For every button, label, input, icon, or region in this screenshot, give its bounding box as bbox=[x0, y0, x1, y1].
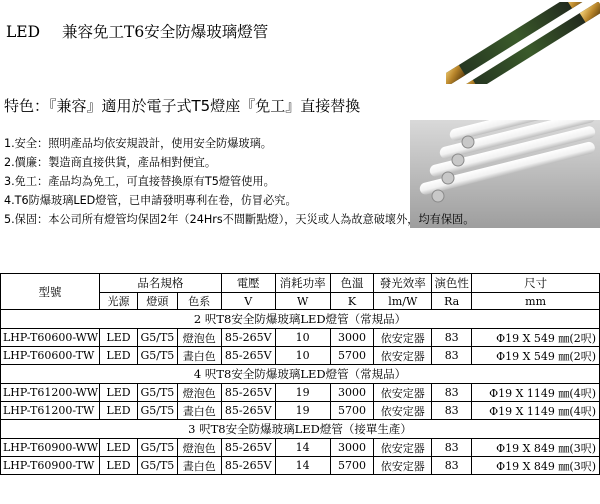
header-voltage-unit: V bbox=[221, 293, 275, 310]
cell-efficacy: 依安定器 bbox=[374, 329, 432, 347]
cell-source: LED bbox=[100, 439, 138, 457]
cell-model: LHP-T60600-WW bbox=[1, 329, 100, 347]
cell-dim: Φ19 X 1149 ㎜(4呎) bbox=[472, 402, 600, 420]
page-title bbox=[6, 20, 268, 42]
cell-model: LHP-T61200-TW bbox=[1, 402, 100, 420]
cell-color: 晝白色 bbox=[177, 457, 221, 475]
feature-item-safety: 1.安全：照明產品均依安規設計，使用安全防爆玻璃。 bbox=[4, 137, 272, 150]
cell-cri: 83 bbox=[432, 402, 472, 420]
table-row bbox=[1, 347, 600, 365]
header-color-temp-unit: K bbox=[330, 293, 374, 310]
cell-source: LED bbox=[100, 402, 138, 420]
cell-voltage: 85-265V bbox=[221, 347, 275, 365]
section-row bbox=[1, 310, 600, 329]
header-power: 消耗功率 bbox=[275, 274, 330, 293]
cell-base: G5/T5 bbox=[137, 439, 177, 457]
cell-voltage: 85-265V bbox=[221, 384, 275, 402]
cell-base: G5/T5 bbox=[137, 329, 177, 347]
cell-power: 14 bbox=[275, 457, 330, 475]
table-row bbox=[1, 329, 600, 347]
header-cri-unit: Ra bbox=[432, 293, 472, 310]
cell-efficacy: 依安定器 bbox=[374, 347, 432, 365]
cell-source: LED bbox=[100, 329, 138, 347]
header-cri: 演色性 bbox=[432, 274, 472, 293]
table-row bbox=[1, 384, 600, 402]
cell-base: G5/T5 bbox=[137, 347, 177, 365]
feature-heading: 特色：『兼容』適用於電子式T5燈座『免工』直接替換 bbox=[4, 97, 361, 115]
feature-list bbox=[4, 134, 475, 226]
header-color-type: 色系 bbox=[177, 293, 221, 310]
cell-color: 燈泡色 bbox=[177, 384, 221, 402]
product-photo-tubes-box bbox=[446, 2, 600, 84]
cell-power: 14 bbox=[275, 439, 330, 457]
cell-power: 19 bbox=[275, 402, 330, 420]
section-title: 4 呎T8安全防爆玻璃LED燈管（常規品） bbox=[1, 365, 600, 384]
header-voltage: 電壓 bbox=[221, 274, 275, 293]
cell-power: 19 bbox=[275, 384, 330, 402]
header-name-spec: 品名規格 bbox=[100, 274, 222, 293]
table-row bbox=[1, 402, 600, 420]
cell-dim: Φ19 X 849 ㎜(3呎) bbox=[472, 457, 600, 475]
cell-power: 10 bbox=[275, 329, 330, 347]
cell-cri: 83 bbox=[432, 384, 472, 402]
cell-cri: 83 bbox=[432, 347, 472, 365]
feature-item-patent: 4.T6防爆玻璃LED燈管，已申請發明專利在卷，仿冒必究。 bbox=[4, 194, 297, 207]
cell-cri: 83 bbox=[432, 439, 472, 457]
cell-voltage: 85-265V bbox=[221, 439, 275, 457]
cell-efficacy: 依安定器 bbox=[374, 384, 432, 402]
cell-temp: 5700 bbox=[330, 457, 374, 475]
cell-cri: 83 bbox=[432, 329, 472, 347]
feature-item-warranty: 5.保固：本公司所有燈管均保固2年（24Hrs不間斷點燈），天災或人為故意破壞外，均有保固。 bbox=[4, 213, 475, 226]
cell-source: LED bbox=[100, 457, 138, 475]
table-header-row bbox=[1, 274, 600, 293]
cell-base: G5/T5 bbox=[137, 384, 177, 402]
cell-source: LED bbox=[100, 347, 138, 365]
header-base: 燈頭 bbox=[137, 293, 177, 310]
header-dimensions-unit: mm bbox=[472, 293, 600, 310]
cell-model: LHP-T60900-WW bbox=[1, 439, 100, 457]
cell-dim: Φ19 X 549 ㎜(2呎) bbox=[472, 329, 600, 347]
cell-color: 燈泡色 bbox=[177, 439, 221, 457]
feature-item-no-rework: 3.免工：產品均為免工，可直接替換原有T5燈管使用。 bbox=[4, 175, 275, 188]
table-row bbox=[1, 439, 600, 457]
table-row bbox=[1, 457, 600, 475]
cell-dim: Φ19 X 549 ㎜(2呎) bbox=[472, 347, 600, 365]
cell-color: 燈泡色 bbox=[177, 329, 221, 347]
cell-voltage: 85-265V bbox=[221, 402, 275, 420]
cell-power: 10 bbox=[275, 347, 330, 365]
header-efficacy-unit: lm/W bbox=[374, 293, 432, 310]
header-color-temp: 色溫 bbox=[330, 274, 374, 293]
cell-temp: 5700 bbox=[330, 347, 374, 365]
title-text: 兼容免工T6安全防爆玻璃燈管 bbox=[62, 23, 269, 41]
header-model: 型號 bbox=[1, 274, 100, 310]
cell-model: LHP-T61200-WW bbox=[1, 384, 100, 402]
header-efficacy: 發光效率 bbox=[374, 274, 432, 293]
cell-efficacy: 依安定器 bbox=[374, 402, 432, 420]
cell-base: G5/T5 bbox=[137, 457, 177, 475]
section-row bbox=[1, 365, 600, 384]
cell-temp: 3000 bbox=[330, 439, 374, 457]
section-title: 3 呎T8安全防爆玻璃LED燈管（接單生產） bbox=[1, 420, 600, 439]
header-power-unit: W bbox=[275, 293, 330, 310]
cell-base: G5/T5 bbox=[137, 402, 177, 420]
cell-cri: 83 bbox=[432, 457, 472, 475]
title-brand: LED bbox=[6, 23, 41, 41]
cell-dim: Φ19 X 1149 ㎜(4呎) bbox=[472, 384, 600, 402]
cell-voltage: 85-265V bbox=[221, 329, 275, 347]
spec-table bbox=[0, 273, 600, 475]
section-title: 2 呎T8安全防爆玻璃LED燈管（常規品） bbox=[1, 310, 600, 329]
cell-efficacy: 依安定器 bbox=[374, 457, 432, 475]
cell-efficacy: 依安定器 bbox=[374, 439, 432, 457]
cell-voltage: 85-265V bbox=[221, 457, 275, 475]
cell-color: 晝白色 bbox=[177, 347, 221, 365]
section-row bbox=[1, 420, 600, 439]
cell-temp: 3000 bbox=[330, 329, 374, 347]
header-dimensions: 尺寸 bbox=[472, 274, 600, 293]
cell-temp: 3000 bbox=[330, 384, 374, 402]
header-light-source: 光源 bbox=[100, 293, 138, 310]
cell-color: 晝白色 bbox=[177, 402, 221, 420]
feature-item-price: 2.價廉：製造商直接供貨，產品相對便宜。 bbox=[4, 156, 217, 169]
cell-model: LHP-T60600-TW bbox=[1, 347, 100, 365]
cell-source: LED bbox=[100, 384, 138, 402]
cell-temp: 5700 bbox=[330, 402, 374, 420]
cell-model: LHP-T60900-TW bbox=[1, 457, 100, 475]
cell-dim: Φ19 X 849 ㎜(3呎) bbox=[472, 439, 600, 457]
